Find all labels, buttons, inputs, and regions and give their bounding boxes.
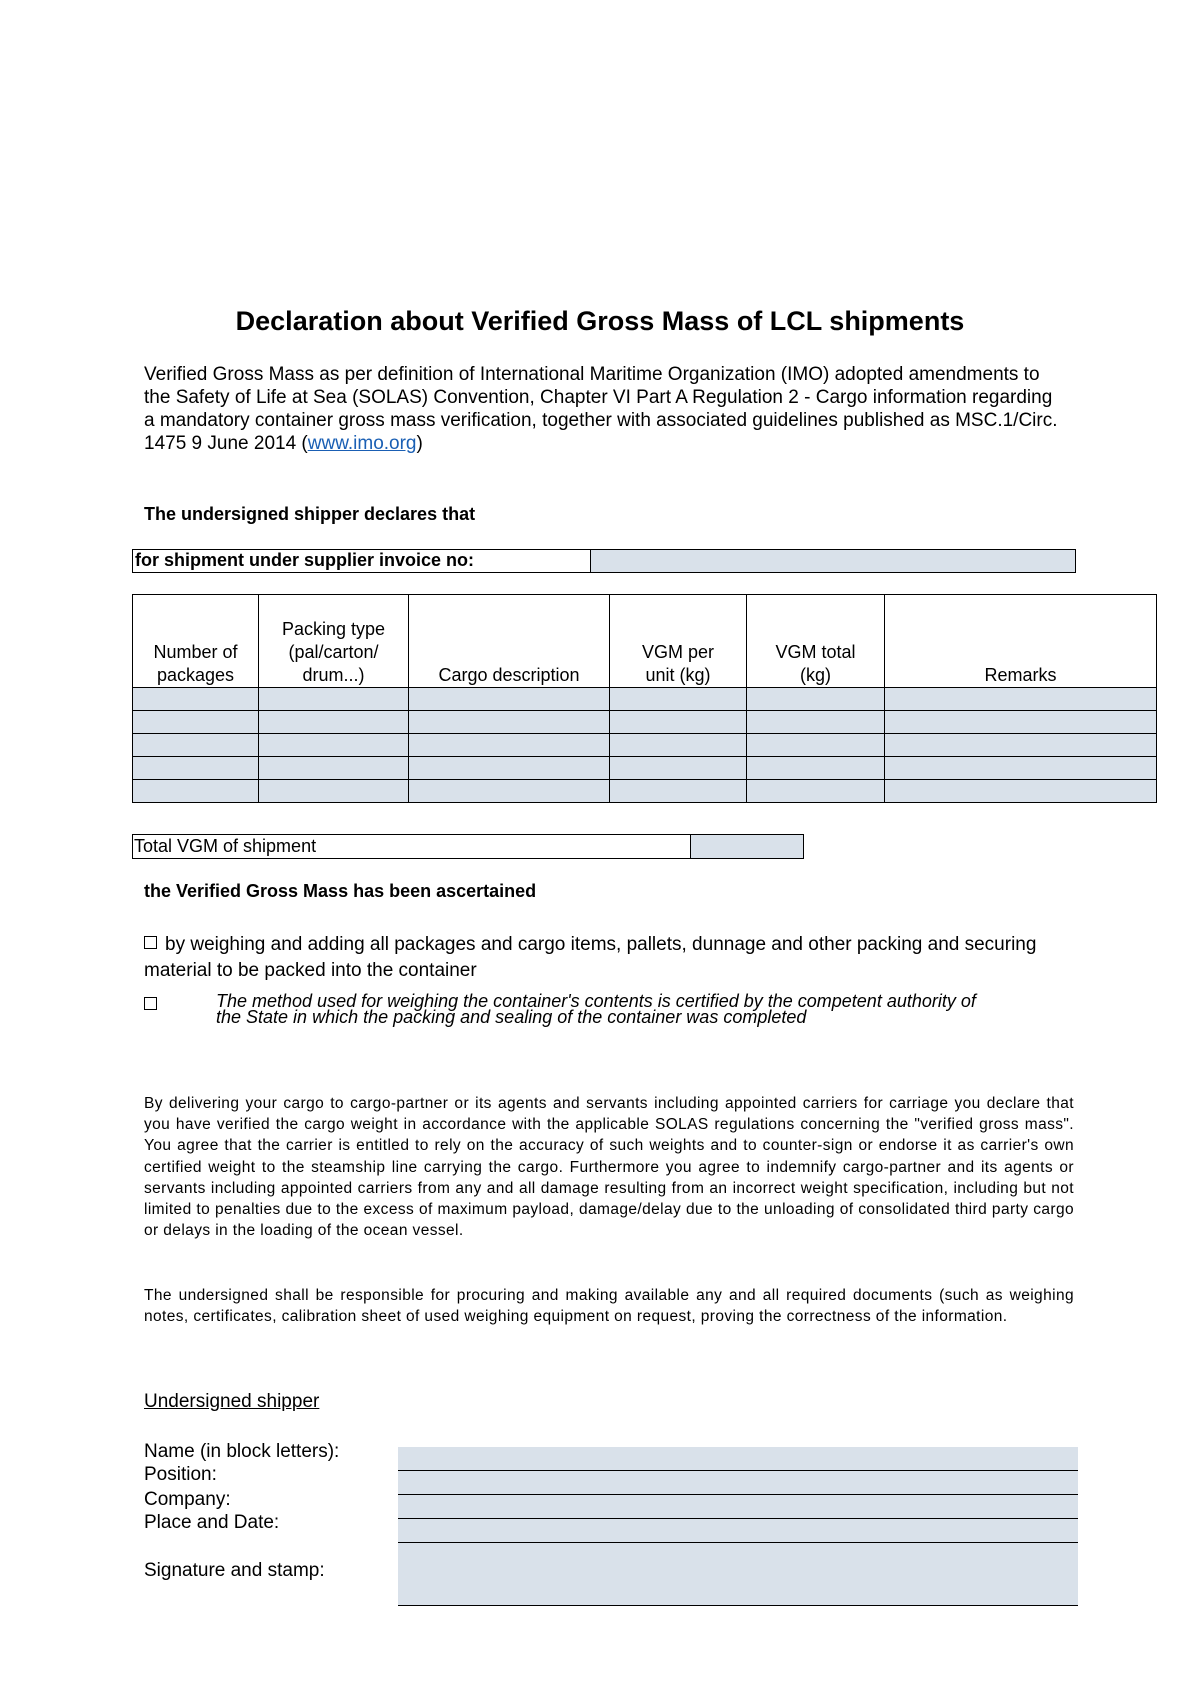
cell-remarks[interactable] [885,734,1157,757]
page-title: Declaration about Verified Gross Mass of LCL shipments [235,306,965,336]
table-row [133,711,1157,734]
ascertained-heading: the Verified Gross Mass has been ascertained [144,881,537,901]
cell-vgm-per-unit[interactable] [610,780,747,803]
total-vgm-field[interactable] [691,835,803,858]
total-vgm-label: Total VGM of shipment [133,835,691,858]
name-field[interactable] [398,1447,1078,1471]
method-1 [144,932,1064,984]
table-row [133,757,1157,780]
cell-cargo-description[interactable] [409,734,610,757]
header-number-of-packages: Number of packages [133,595,259,688]
header-packing-type: Packing type (pal/carton/ drum...) [259,595,409,688]
cell-vgm-total[interactable] [747,711,885,734]
intro-paragraph [144,363,1064,455]
invoice-label: for shipment under supplier invoice no: [133,550,591,572]
signature-section-heading: Undersigned shipper [144,1391,320,1412]
cell-packing-type[interactable] [259,711,409,734]
cell-vgm-per-unit[interactable] [610,688,747,711]
invoice-row [132,549,1076,573]
method-2-checkbox[interactable] [144,997,157,1010]
table-row [133,688,1157,711]
table-row [133,780,1157,803]
cell-packing-type[interactable] [259,734,409,757]
header-remarks: Remarks [885,595,1157,688]
cell-vgm-total[interactable] [747,688,885,711]
company-field[interactable] [398,1495,1078,1519]
header-vgm-per-unit: VGM per unit (kg) [610,595,747,688]
cell-vgm-per-unit[interactable] [610,734,747,757]
legal-paragraph-1: By delivering your cargo to cargo-partner or its agents and servants including appointed carriers for carriage you declare that you have verified the cargo weight in accordance with the applicable SOLAS regulations concerning the "verified gross mass". You agree that the carrier is entitled to rely on the accuracy of such weights and to counter-sign or endorse it as carrier's own certified weight to the steamship line carrying the cargo. Furthermore you agree to indemnify cargo-partner and its agents or servants including appointed carriers from any and all damage resulting from an incorrect weight specification, including but not limited to penalties due to the excess of maximum payload, damage/delay due to the unloading of consolidated third party cargo or delays in the loading of the ocean vessel. [144,1095,1074,1240]
declares-heading: The undersigned shipper declares that [144,504,476,524]
intro-text: Verified Gross Mass as per definition of International Maritime Organization (IMO) adopted amendments to the Safety of Life at Sea (SOLAS) Convention, Chapter VI Part A Regulation 2 - Cargo information regarding a mandatory container gross mass verification, together with associated guidelines published as MSC.1/Circ. 1475 9 June 2014 ( [144,364,1058,454]
cell-number-of-packages[interactable] [133,780,259,803]
cell-packing-type[interactable] [259,757,409,780]
signature-label: Signature and stamp: [144,1560,325,1581]
place-date-label: Place and Date: [144,1512,280,1533]
cell-remarks[interactable] [885,711,1157,734]
cell-remarks[interactable] [885,780,1157,803]
cell-number-of-packages[interactable] [133,734,259,757]
table-row [133,734,1157,757]
method-1-checkbox[interactable] [144,936,157,949]
cell-packing-type[interactable] [259,688,409,711]
cell-number-of-packages[interactable] [133,711,259,734]
cell-vgm-total[interactable] [747,757,885,780]
imo-link[interactable]: www.imo.org [307,433,417,454]
cell-number-of-packages[interactable] [133,757,259,780]
method-1-text: by weighing and adding all packages and cargo items, pallets, dunnage and other packing and securing material to be packed into the container [144,934,1037,981]
cell-vgm-per-unit[interactable] [610,711,747,734]
place-date-field[interactable] [398,1519,1078,1543]
position-field[interactable] [398,1471,1078,1495]
cell-cargo-description[interactable] [409,688,610,711]
invoice-number-field[interactable] [591,550,1075,572]
position-label: Position: [144,1464,217,1485]
cell-vgm-per-unit[interactable] [610,757,747,780]
cell-vgm-total[interactable] [747,780,885,803]
total-vgm-row [132,834,804,859]
cell-packing-type[interactable] [259,780,409,803]
header-vgm-total: VGM total (kg) [747,595,885,688]
table-header-row [133,595,1157,688]
cell-cargo-description[interactable] [409,711,610,734]
cell-vgm-total[interactable] [747,734,885,757]
cell-number-of-packages[interactable] [133,688,259,711]
company-label: Company: [144,1489,231,1510]
intro-suffix: ) [416,433,423,454]
method-2-text: The method used for weighing the container's contents is certified by the competent authority of the State in which the packing and sealing of the container was completed [216,991,976,1027]
cell-remarks[interactable] [885,688,1157,711]
cell-cargo-description[interactable] [409,757,610,780]
name-label: Name (in block letters): [144,1441,340,1462]
header-cargo-description: Cargo description [409,595,610,688]
legal-paragraph-2: The undersigned shall be responsible for procuring and making available any and all required documents (such as weighing notes, certificates, calibration sheet of used weighing equipment on request, proving the correctness of the information. [144,1287,1074,1326]
cargo-table [132,594,1157,803]
cell-cargo-description[interactable] [409,780,610,803]
cell-remarks[interactable] [885,757,1157,780]
signature-stamp-field[interactable] [398,1543,1078,1606]
